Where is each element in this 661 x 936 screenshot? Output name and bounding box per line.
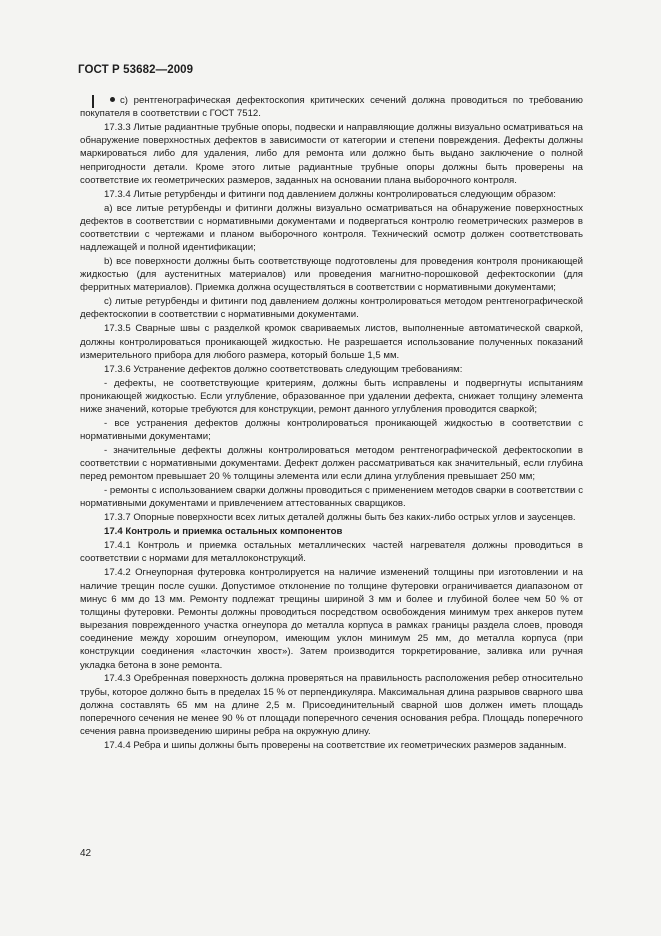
paragraph: 17.4.4 Ребра и шипы должны быть проверены на соответствие их геометрических размеров заданным. bbox=[104, 740, 567, 752]
paragraph: 17.3.3 Литые радиантные трубные опоры, подвески и направляющие должны визуально осматриваться на обнаружение поверхностных дефектов в зависимости от категории и степени повреждения. Дефекты должны маркироваться либо для удаления, либо для ремонта или должно быть выдано заключение о полной непригодности детали. Кроме этого литые радиантные трубные опоры должны быть проверены на соответствие их геометрических размеров, заданных на основании плана выборочного контроля. bbox=[80, 122, 583, 186]
paragraph: 17.3.6 Устранение дефектов должно соответствовать следующим требованиям: bbox=[104, 363, 463, 375]
paragraph: 17.4.2 Огнеупорная футеровка контролируется на наличие изменений толщины при изготовлении и на наличие трещин после сушки. Допустимое отклонение по толщине футеровки ограничивается диапазоном от минус 6 мм до 13 мм. Ремонту подлежат трещины шириной 3 мм и более и глубиной более чем 50 % от толщины футеровки. Ремонты должны проводиться посредством освобождения минимум трех анкеров путем вырезания поврежденного участка огнеупора до металла корпуса в рамках границы раздела слоев, проводя соединение между хорошим огнеупором, имеющим уклон минимум 25 мм, до металла корпуса (при конструкции соединения «ласточкин хвост»). Затем производится торкретирование, заливка или ручная укладка бетона в зоне ремонта. bbox=[80, 567, 583, 671]
page-number: 42 bbox=[80, 848, 92, 859]
bullet-icon bbox=[110, 97, 115, 102]
paragraph: с) литые ретурбенды и фитинги под давлением должны контролироваться методом рентгенографической дефектоскопии в соответствии с нормативными документами. bbox=[80, 296, 583, 321]
paragraph: 17.3.7 Опорные поверхности всех литых деталей должны быть без каких-либо острых углов и заусенцев. bbox=[104, 512, 576, 524]
document-header: ГОСТ Р 53682—2009 bbox=[78, 64, 194, 76]
paragraph: - ремонты с использованием сварки должны проводиться с применением методов сварки в соответствии с нормативными документами и привлечением аттестованных сварщиков. bbox=[80, 485, 583, 510]
paragraph: с) рентгенографическая дефектоскопия критических сечений должна проводиться по требованию покупателя в соответствии с ГОСТ 7512. bbox=[80, 95, 583, 120]
paragraph: 17.4.3 Оребренная поверхность должна проверяться на правильность расположения ребер относительно трубы, которое должно быть в пределах 15 % от перпендикуляра. Максимальная длина разрывов сварного шва должна составлять 65 мм на длине 2,5 м. Присоединительный сварной шов должен иметь площадь поперечного сечения не менее 90 % от площади поперечного сечения основания ребра. Площадь поперечного сечения равна произведению ширины ребра на окружную длину. bbox=[80, 673, 583, 738]
paragraph: а) все литые ретурбенды и фитинги должны визуально осматриваться на обнаружение поверхностных дефектов в соответствии с нормативными документами и подвергаться контролю геометрических размеров в соответствии с чертежами и планом выборочного контроля. Технический осмотр должен соответствовать надлежащей и полной идентификации; bbox=[80, 202, 583, 254]
paragraph: b) все поверхности должны быть соответствующе подготовлены для проведения контроля проникающей жидкостью (для аустенитных материалов) или проведения магнитно-порошковой дефектоскопии (для ферритных материалов). Приемка должна осуществляться в соответствии с нормативными документами; bbox=[80, 256, 583, 294]
paragraph: - все устранения дефектов должны контролироваться проникающей жидкостью в соответствии с нормативными документами; bbox=[80, 417, 583, 443]
document-body bbox=[80, 94, 583, 753]
paragraph: 17.4.1 Контроль и приемка остальных металлических частей нагревателя должны проводиться в соответствии с нормами для металлоконструкций. bbox=[80, 540, 583, 565]
paragraph: - значительные дефекты должны контролироваться методом рентгенографической дефектоскопии в соответствии с нормативными документами. Дефект должен рассматриваться как значительный, если глубина перед ремонтом превышает 20 % толщины элемента или если длина углубления превышает 250 мм; bbox=[80, 445, 583, 483]
paragraph: - дефекты, не соответствующие критериям, должны быть исправлены и подвергнуты испытаниям проникающей жидкостью. Если углубление, образованное при удалении дефекта, снижает толщину элемента ниже значений, которые требуются для конструкции, ремонт данного углубления проводится сваркой; bbox=[80, 377, 583, 415]
paragraph: 17.3.5 Сварные швы с разделкой кромок свариваемых листов, выполненные автоматической сваркой, должны контролироваться проникающей жидкостью. Не разрешается использование полученных показаний измерительного прибора для любого размера, который больше 1,5 мм. bbox=[80, 323, 583, 361]
section-heading: 17.4 Контроль и приемка остальных компонентов bbox=[104, 526, 343, 538]
paragraph: 17.3.4 Литые ретурбенды и фитинги под давлением должны контролироваться следующим образом: bbox=[104, 188, 556, 200]
